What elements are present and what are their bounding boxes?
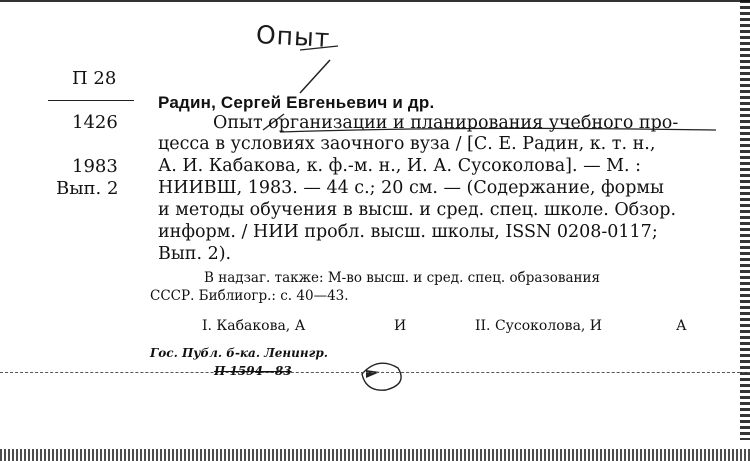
note-line: СССР. Библиогр.: с. 40—43. <box>150 288 349 304</box>
description-line: информ. / НИИ пробл. высш. школы, ISSN 0208-0117; <box>158 222 658 242</box>
description-line: цесса в условиях заочного вуза / [С. Е. Радин, к. т. н., <box>158 134 656 154</box>
shelf-year: 1983 <box>72 156 118 177</box>
author-heading: Радин, Сергей Евгеньевич и др. <box>158 93 435 112</box>
library-stamp: Гос. Публ. б-ка. Ленингр. <box>150 346 328 360</box>
description-line: Опыт организации и планирования учебного про- <box>213 113 679 133</box>
added-entry-2: II. Сусоколова, И <box>475 318 603 334</box>
shelf-divider <box>48 100 134 101</box>
shelf-number: 1426 <box>72 112 118 133</box>
note-line: В надзаг. также: М-во высш. и сред. спец. образования <box>204 270 601 286</box>
description-line: и методы обучения в высш. и сред. спец. школе. Обзор. <box>158 200 677 220</box>
description-line: НИИВШ, 1983. — 44 с.; 20 см. — (Содержание, формы <box>158 178 664 198</box>
handwritten-note: Опыт <box>255 20 332 53</box>
description-line: Вып. 2). <box>158 244 232 264</box>
shelf-issue: Вып. 2 <box>56 178 119 199</box>
order-number: П 1594—83 <box>214 364 292 378</box>
shelf-code: П 28 <box>72 68 117 89</box>
added-entry-1: I. Кабакова, А <box>202 318 306 334</box>
added-entry-1-tail: И <box>394 318 407 334</box>
description-line: А. И. Кабакова, к. ф.-м. н., И. А. Сусоколова]. — М. : <box>158 156 642 176</box>
stamp-dashed-line <box>0 372 750 373</box>
added-entry-2-tail: А <box>676 318 687 334</box>
